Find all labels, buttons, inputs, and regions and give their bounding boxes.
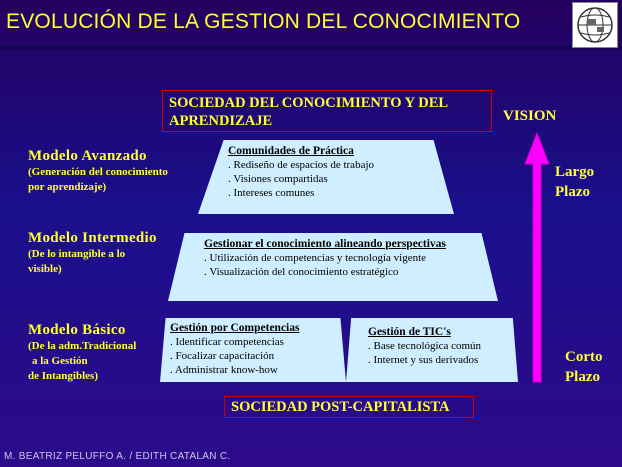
model-basic-sub-2: a la Gestión (32, 355, 88, 367)
short-term-line-1: Corto (565, 349, 603, 365)
list-item: . Visualización del conocimiento estratégico (204, 265, 446, 279)
post-capitalist-society-label: SOCIEDAD POST-CAPITALISTA (224, 396, 474, 418)
long-term-label (555, 162, 594, 202)
model-advanced-title: Modelo Avanzado (28, 148, 147, 164)
long-term-line-2: Plazo (555, 184, 590, 200)
model-basic (28, 322, 136, 384)
model-basic-sub-3: de Intangibles) (28, 370, 98, 382)
model-intermediate (28, 230, 157, 277)
globe-logo-icon (572, 2, 618, 48)
list-item: . Base tecnológica común (368, 339, 481, 353)
page-title: EVOLUCIÓN DE LA GESTION DEL CONOCIMIENTO (6, 10, 521, 33)
model-basic-sub-1: (De la adm.Tradicional (28, 340, 137, 352)
footer-credits: M. BEATRIZ PELUFFO A. / EDITH CATALAN C. (4, 451, 231, 462)
level-advanced-heading: Comunidades de Práctica (228, 145, 354, 157)
level-intermediate-heading: Gestionar el conocimiento alineando perspectivas (204, 238, 446, 250)
list-item: . Intereses comunes (228, 186, 374, 200)
level-advanced-content (228, 144, 374, 200)
list-item: . Administrar know-how (170, 363, 299, 377)
model-advanced-sub-2: por aprendizaje) (28, 181, 107, 193)
model-advanced-sub-1: (Generación del conocimiento (28, 166, 168, 178)
long-term-line-1: Largo (555, 164, 595, 180)
vision-label: VISION (503, 108, 557, 124)
model-intermediate-sub-1: (De lo intangible a lo (28, 248, 126, 260)
short-term-line-2: Plazo (565, 369, 600, 385)
level-intermediate-content (204, 237, 446, 279)
model-intermediate-title: Modelo Intermedio (28, 230, 157, 246)
knowledge-society-label: SOCIEDAD DEL CONOCIMIENTO Y DEL APRENDIZAJE (162, 90, 492, 132)
list-item: . Utilización de competencias y tecnología vigente (204, 251, 446, 265)
level-basic-competencies-content (170, 321, 299, 377)
time-arrow-icon (522, 130, 552, 385)
list-item: . Visiones compartidas (228, 172, 374, 186)
title-divider (0, 46, 622, 49)
list-item: . Rediseño de espacios de trabajo (228, 158, 374, 172)
level-basic-tic-heading: Gestión de TIC's (368, 326, 451, 338)
list-item: . Internet y sus derivados (368, 353, 481, 367)
level-basic-competencies-heading: Gestión por Competencias (170, 322, 300, 334)
model-intermediate-sub-2: visible) (28, 263, 62, 275)
level-basic-tic-content (368, 325, 481, 367)
model-advanced (28, 148, 168, 195)
short-term-label (565, 347, 603, 387)
model-basic-title: Modelo Básico (28, 322, 126, 338)
list-item: . Identificar competencias (170, 335, 299, 349)
list-item: . Focalizar capacitación (170, 349, 299, 363)
